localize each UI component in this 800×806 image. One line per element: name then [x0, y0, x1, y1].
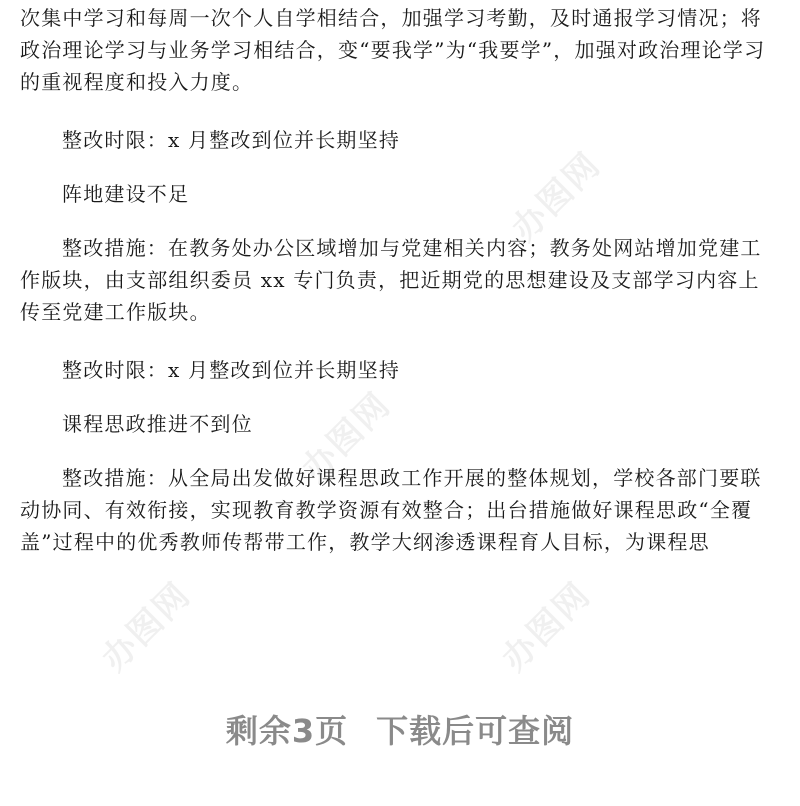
- watermark: 办图网: [294, 384, 399, 490]
- paragraph-measures-2: 整改措施：从全局出发做好课程思政工作开展的整体规划，学校各部门要联动协同、有效衔接，实现教育教学资源有效整合；出台措施做好课程思政“全覆盖”过程中的优秀教师传帮带工作，教学大纲渗透课程育人目标，为课程思: [20, 466, 762, 554]
- paragraph-heading-curriculum: 课程思政推进不到位: [62, 412, 253, 436]
- paragraph-study-plan: 次集中学习和每周一次个人自学相结合，加强学习考勤，及时通报学习情况；将政治理论学习与业务学习相结合，变“要我学”为“我要学”，加强对政治理论学习的重视程度和投入力度。: [20, 6, 766, 94]
- remaining-pages-label: 剩余3页: [225, 712, 349, 750]
- document-body: [20, 0, 780, 558]
- paragraph-deadline-1: 整改时限：x 月整改到位并长期坚持: [62, 128, 401, 152]
- paragraph-heading-position-building: 阵地建设不足: [62, 182, 190, 206]
- remaining-pages-banner[interactable]: [0, 706, 800, 752]
- paragraph-deadline-2: 整改时限：x 月整改到位并长期坚持: [62, 358, 401, 382]
- paragraph-measures-1: 整改措施：在教务处办公区域增加与党建相关内容；教务处网站增加党建工作版块，由支部组织委员 xx 专门负责，把近期党的思想建设及支部学习内容上传至党建工作版块。: [20, 236, 762, 324]
- watermark: 办图网: [494, 574, 599, 680]
- watermark: 办图网: [504, 144, 609, 250]
- watermark: 办图网: [94, 574, 199, 680]
- download-hint-label: 下载后可查阅: [376, 712, 575, 750]
